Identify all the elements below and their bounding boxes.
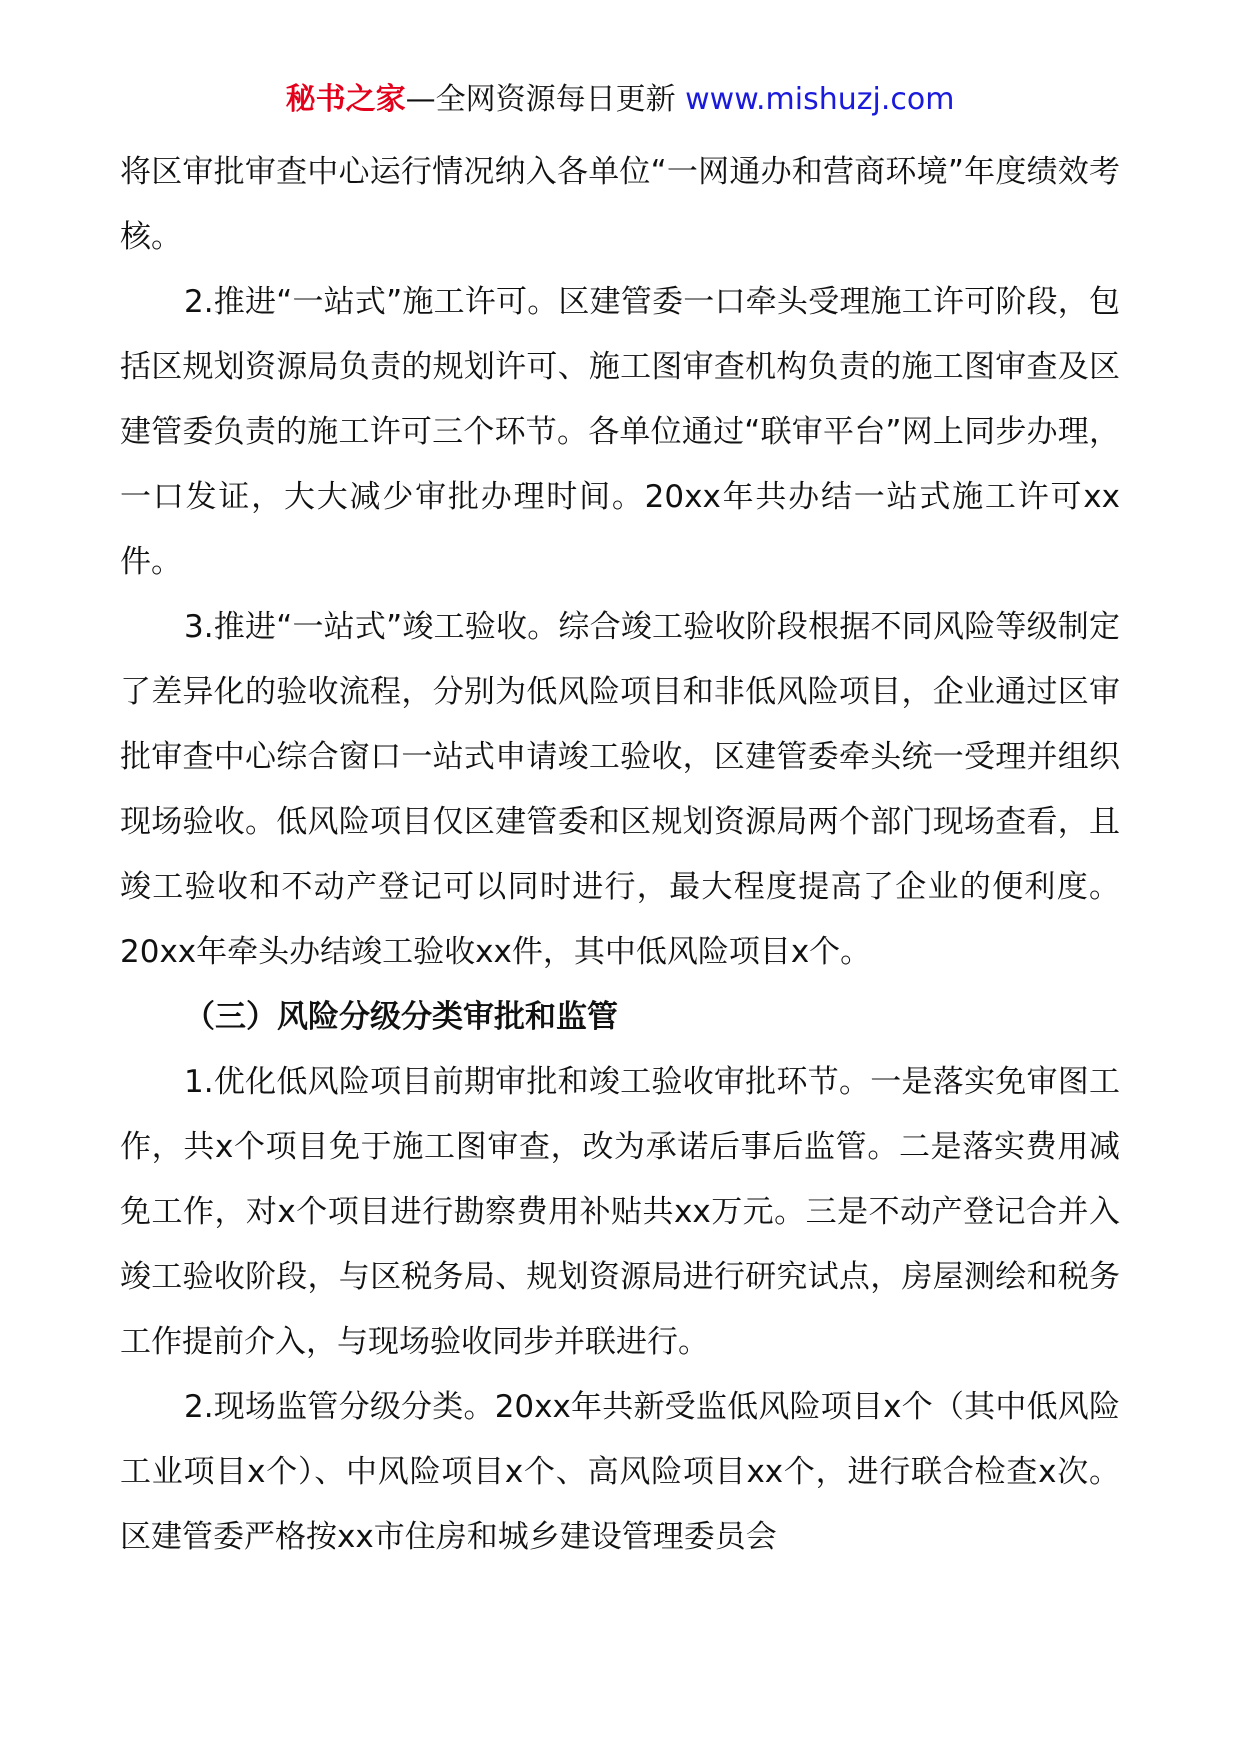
paragraph-one-stop-completion-acceptance: 3.推进“一站式”竣工验收。综合竣工验收阶段根据不同风险等级制定了差异化的验收流程，分别为低风险项目和非低风险项目，企业通过区审批审查中心综合窗口一站式申请竣工验收，区建管委牵头统一受理并组织现场验收。低风险项目仅区建管委和区规划资源局两个部门现场查看，且竣工验收和不动产登记可以同时进行，最大程度提高了企业的便利度。20xx年牵头办结竣工验收xx件，其中低风险项目x个。: [120, 609, 1120, 970]
paragraph-one-stop-construction-permit: 2.推进“一站式”施工许可。区建管委一口牵头受理施工许可阶段，包括区规划资源局负责的规划许可、施工图审查机构负责的施工图审查及区建管委负责的施工许可三个环节。各单位通过“联审平台”网上同步办理，一口发证，大大减少审批办理时间。20xx年共办结一站式施工许可xx件。: [120, 284, 1120, 580]
site-url-link[interactable]: www.mishuzj.com: [685, 82, 955, 117]
paragraph-site-supervision: 2.现场监管分级分类。20xx年共新受监低风险项目x个（其中低风险工业项目x个）、中风险项目x个、高风险项目xx个，进行联合检查x次。区建管委严格按xx市住房和城乡建设管理委员会: [120, 1389, 1120, 1555]
header-tagline: —全网资源每日更新: [405, 82, 676, 117]
paragraph-low-risk-optimization: 1.优化低风险项目前期审批和竣工验收审批环节。一是落实免审图工作，共x个项目免于施工图审查，改为承诺后事后监管。二是落实费用减免工作，对x个项目进行勘察费用补贴共xx万元。三是不动产登记合并入竣工验收阶段，与区税务局、规划资源局进行研究试点，房屋测绘和税务工作提前介入，与现场验收同步并联进行。: [120, 1064, 1120, 1360]
site-header: [0, 80, 1240, 120]
brand-name: 秘书之家: [285, 82, 406, 117]
section-heading-risk-classification: （三）风险分级分类审批和监管: [184, 999, 618, 1035]
paragraph-continuation: 将区审批审查中心运行情况纳入各单位“一网通办和营商环境”年度绩效考核。: [120, 154, 1120, 255]
document-body: [120, 140, 1120, 1570]
